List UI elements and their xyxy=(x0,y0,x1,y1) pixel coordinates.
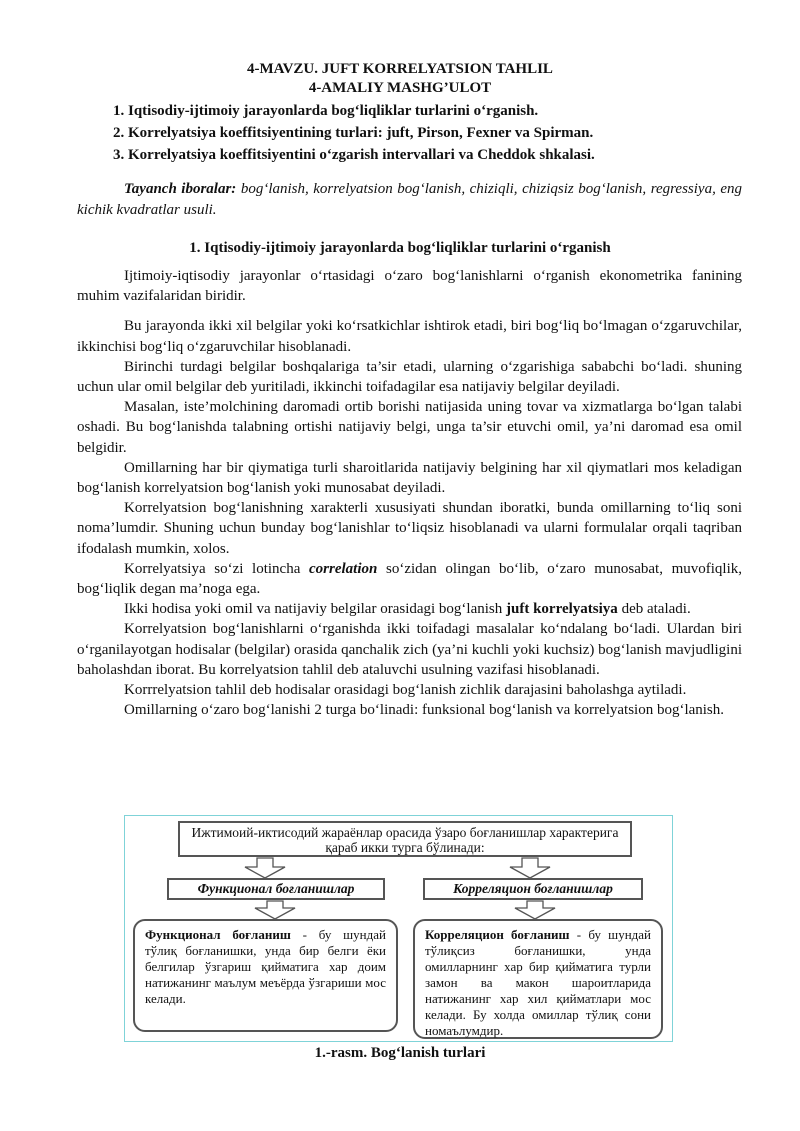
paragraph-text: deb ataladi. xyxy=(617,601,691,618)
correlation-label-box: Корреляцион боғланишлар xyxy=(423,878,643,900)
correlation-term: Корреляцион боғланиш xyxy=(425,927,570,942)
topic-item-1: 1. Iqtisodiy-ijtimoiy jarayonlarda bog‘liqliklar turlarini o‘rganish. xyxy=(113,103,539,119)
section-heading: 1. Iqtisodiy-ijtimoiy jarayonlarda bog‘liqliklar turlarini o‘rganish xyxy=(189,240,611,256)
functional-definition-card xyxy=(133,919,398,1032)
relationship-types-figure xyxy=(124,815,673,1042)
paragraph xyxy=(77,559,742,599)
functional-definition-text: - бу шундай тўлиқ боғланишки, унда бир белги ёки белгилар ўзгариш қийматига хар доим натижанинг маълум меъёрда ўзгариши мос келади. xyxy=(145,927,386,1006)
paragraph: Birinchi turdagi belgilar boshqalariga ta’sir etadi, ularning o‘zgarishiga sababchi bo‘ladi. shuning uchun ular omil belgilar deb yuritiladi, ikkinchi toifadagilar esa natijaviy belgilar deyiladi. xyxy=(77,358,742,396)
functional-term: Функционал боғланиш xyxy=(145,927,291,942)
paragraph-text: Ikki hodisa yoki omil va natijaviy belgilar orasidagi bog‘lanish xyxy=(124,601,507,618)
paragraph-text: Korrelyatsiya so‘zi lotincha xyxy=(124,560,310,577)
keywords-paragraph xyxy=(77,179,742,221)
topic-list xyxy=(113,100,733,166)
topic-item-3: 3. Korrelyatsiya koeffitsiyentini o‘zgarish intervallari va Cheddok shkalasi. xyxy=(113,147,595,163)
figure-caption: 1.-rasm. Bog‘lanish turlari xyxy=(314,1045,486,1061)
term-correlation: correlation xyxy=(309,560,378,577)
topic-item-2: 2. Korrelyatsiya koeffitsiyentining turlari: juft, Pirson, Fexner va Spirman. xyxy=(113,125,594,141)
term-pair-correlation: juft korrelyatsiya xyxy=(506,601,618,618)
functional-label-box: Функционал боғланишлар xyxy=(167,878,385,900)
down-arrow-icon xyxy=(235,857,295,879)
practice-title: 4-AMALIY MASHG’ULOT xyxy=(308,80,492,96)
correlation-definition-text: - бу шундай тўлиқсиз боғланишки, унда омилларнинг хар бир қийматига турли замон ва макон шароитларида натижанинг хар хил қийматлари мос келади. Бу холда омиллар тўлиқ сони номаълумдир. xyxy=(425,927,651,1038)
paragraph: Korrrelyatsion tahlil deb hodisalar orasidagi bog‘lanish zichlik darajasini baholashga aytiladi. xyxy=(124,682,687,699)
paragraph: Korrelyatsion bog‘lanishlarni o‘rganishda ikki toifadagi masalalar ko‘ndalang bo‘ladi. Ulardan biri o‘rganilayotgan hodisalar (belgilar) orasida qanchalik zich (ya’ni kuchli yoki kuchsiz) bog‘lanish mavjudligini baholashdan iborat. Bu korrelyatsion tahlil deb ataluvchi usulning vazifasi hisoblanadi. xyxy=(77,621,742,678)
paragraph: Ijtimoiy-iqtisodiy jarayonlar o‘rtasidagi o‘zaro bog‘lanishlarni o‘rganish ekonometrika fanining muhim vazifalaridan biridir. xyxy=(77,268,742,305)
paragraph: Korrelyatsion bog‘lanishning xarakterli xususiyati shundan iboratki, bunda omillarning to‘liq soni noma’lumdir. Shuning uchun bunday bog‘lanishlar to‘liqsiz hisoblanadi va ularni formulalar orqali taqriban ifodalash mumkin, xolos. xyxy=(77,500,742,557)
lesson-title: 4-MAVZU. JUFT KORRELYATSION TAHLIL xyxy=(247,61,553,77)
body-text xyxy=(77,266,742,720)
paragraph-text: so‘zidan olingan bo‘lib, o‘zaro munosabat, muvofiqlik, bog‘liqlik degan ma’noga ega. xyxy=(77,560,742,598)
down-arrow-icon xyxy=(505,900,565,920)
figure-top-box: Ижтимоий-иктисодий жараёнлар орасида ўзаро боғланишлар характерига қараб икки турга бўлинади: xyxy=(178,821,632,857)
correlation-definition-card xyxy=(413,919,663,1039)
paragraph: Masalan, iste’molchining daromadi ortib borishi natijasida uning tovar va xizmatlarga bo‘lgan talabi oshadi. Bu bog‘lanishda talabning ortishi natijaviy belgi, unga ta’sir etuvchi omil, ya’ni daromad esa omil belgidir. xyxy=(77,399,742,456)
paragraph: Omillarning o‘zaro bog‘lanishi 2 turga bo‘linadi: funksional bog‘lanish va korrelyatsion bog‘lanish. xyxy=(124,702,725,719)
keywords-text: bog‘lanish, korrelyatsion bog‘lanish, chiziqli, chiziqsiz bog‘lanish, regressiya, eng kichik kvadratlar usuli. xyxy=(77,181,742,218)
down-arrow-icon xyxy=(245,900,305,920)
keywords-label: Tayanch iboralar: xyxy=(124,181,237,197)
paragraph: Bu jarayonda ikki xil belgilar yoki ko‘rsatkichlar ishtirok etadi, biri bog‘liq bo‘lmagan o‘zgaruvchilar, ikkinchisi bog‘liq o‘zgaruvchilar hisoblanadi. xyxy=(77,318,742,355)
down-arrow-icon xyxy=(500,857,560,879)
paragraph: Omillarning har bir qiymatiga turli sharoitlarida natijaviy belgining har xil qiymatlari mos keladigan bog‘lanish korrelyatsion bog‘lanish yoki munosabat deyiladi. xyxy=(77,459,742,497)
paragraph xyxy=(77,599,742,619)
